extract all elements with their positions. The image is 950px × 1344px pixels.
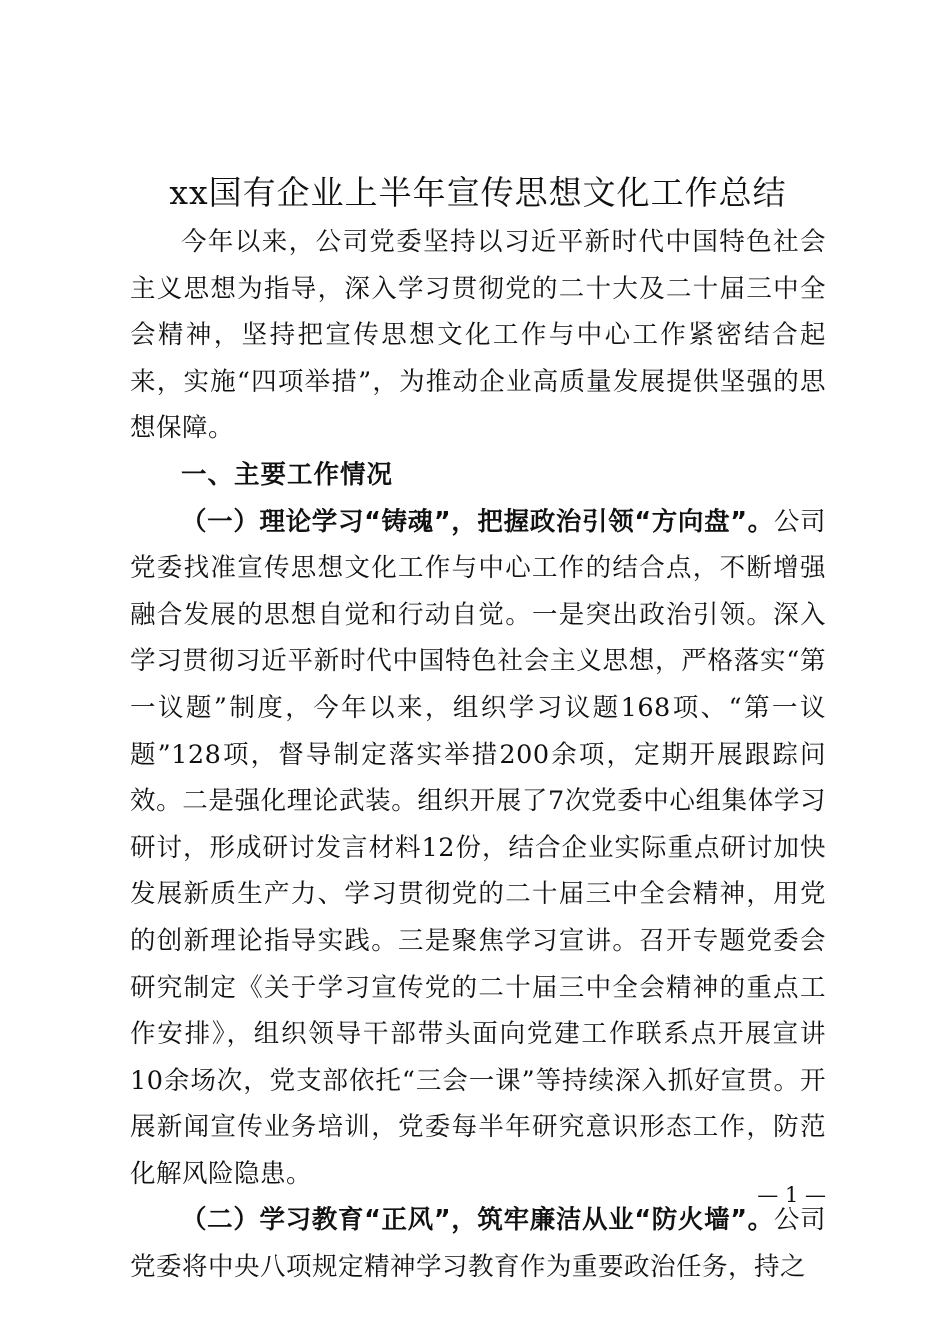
document-body: [130, 219, 826, 1291]
subsection-1-paragraph: [130, 499, 826, 1198]
subsection-1-body: 公司党委找准宣传思想文化工作与中心工作的结合点，不断增强融合发展的思想自觉和行动自觉。一是突出政治引领。深入学习贯彻习近平新时代中国特色社会主义思想，严格落实“第一议题”制度，今年以来，组织学习议题168项、“第一议题”128项，督导制定落实举措200余项，定期开展跟踪问效。二是强化理论武装。组织开展了7次党委中心组集体学习研讨，形成研讨发言材料12份，结合企业实际重点研讨加快发展新质生产力、学习贯彻党的二十届三中全会精神，用党的创新理论指导实践。三是聚焦学习宣讲。召开专题党委会研究制定《关于学习宣传党的二十届三中全会精神的重点工作安排》，组织领导干部带头面向党建工作联系点开展宣讲10余场次，党支部依托“三会一课”等持续深入抓好宣贯。开展新闻宣传业务培训，党委每半年研究意识形态工作，防范化解风险隐患。: [130, 506, 826, 1189]
subsection-2-lead: （二）学习教育“正风”，筑牢廉洁从业“防火墙”。: [181, 1205, 774, 1236]
subsection-2-paragraph: [130, 1197, 826, 1290]
page-number: — 1 —: [757, 1183, 826, 1207]
subsection-1-lead: （一）理论学习“铸魂”，把握政治引领“方向盘”。: [181, 506, 774, 537]
document-title: xx国有企业上半年宣传思想文化工作总结: [169, 173, 787, 212]
subsection-2-body: 公司党委将中央八项规定精神学习教育作为重要政治任务，持之: [130, 1205, 826, 1283]
section-heading-main-work: 一、主要工作情况: [181, 459, 394, 490]
intro-paragraph: 今年以来，公司党委坚持以习近平新时代中国特色社会主义思想为指导，深入学习贯彻党的二十大及二十届三中全会精神，坚持把宣传思想文化工作与中心工作紧密结合起来，实施“四项举措”，为推动企业高质量发展提供坚强的思想保障。: [130, 227, 826, 444]
